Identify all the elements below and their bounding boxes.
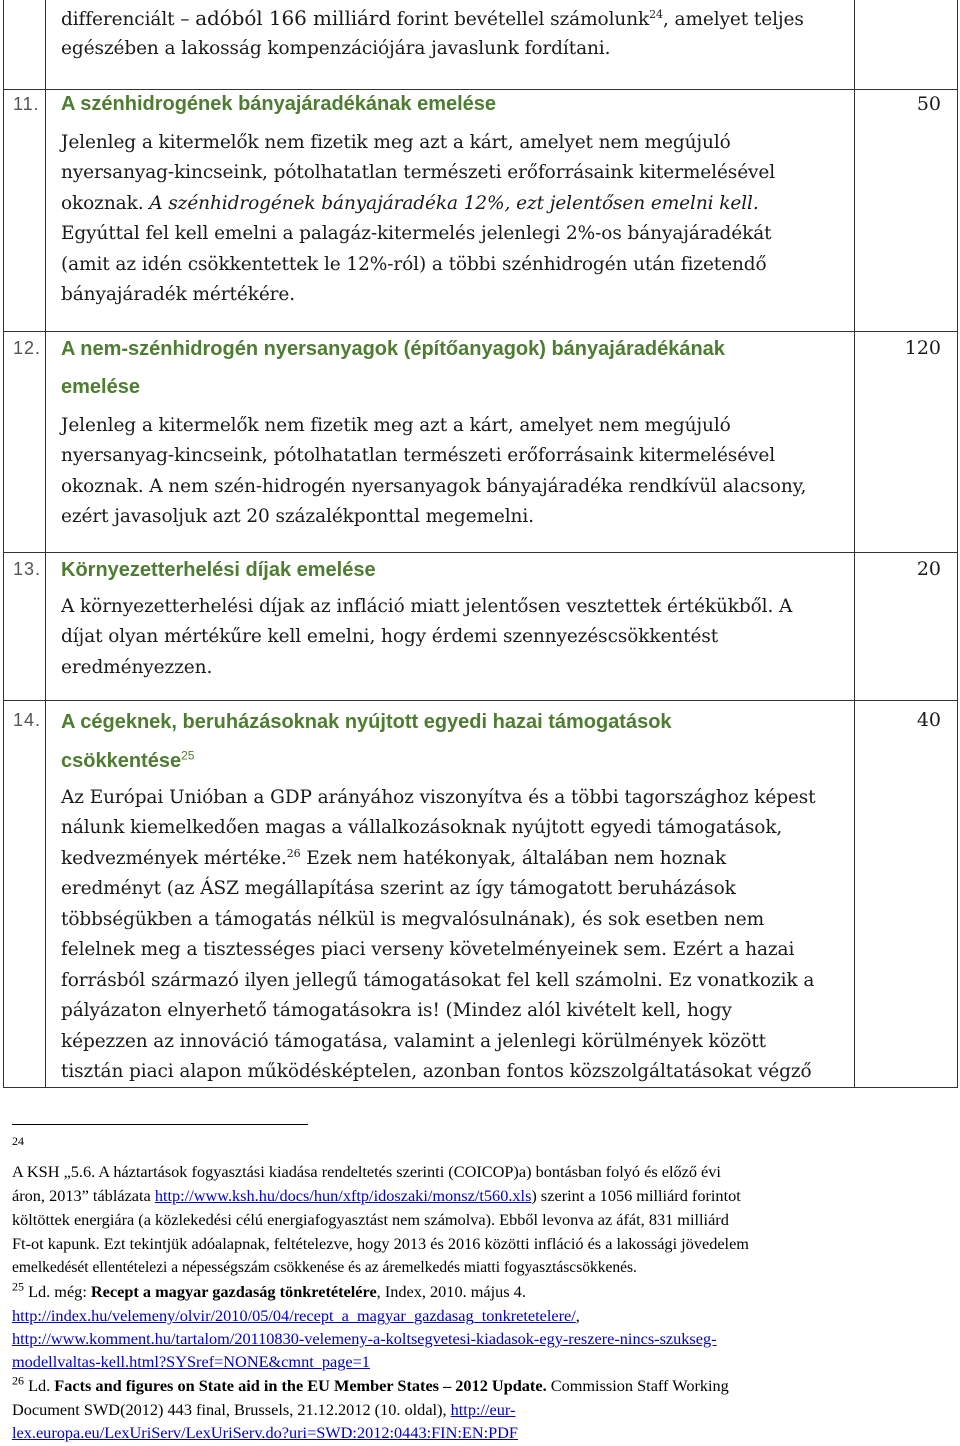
row-text-line: tisztán piaci alapon működésképtelen, azonban fontos közszolgáltatásokat végző — [61, 1061, 812, 1082]
footnote-26-line — [12, 1421, 952, 1445]
footnote-24-line: költöttek energiára (a közlekedési célú energiafogyasztást nem számolva). Ebből levonva az áfát, 831 milliárd — [12, 1210, 729, 1229]
row-number: 14. — [13, 710, 42, 730]
row-text-line: (amit az idén csökkentettek le 12%-ról) a többi szénhidrogén után fizetendő — [61, 254, 767, 275]
row-text-line: Jelenleg a kitermelők nem fizetik meg azt a kárt, amelyet nem megújuló — [61, 415, 731, 436]
intro-text-line-2: egészében a lakosság kompenzációjára javaslunk fordítani. — [61, 38, 611, 59]
row-text-line: többségükben a támogatás nélkül is megvalósulnának), és sok esetben nem — [61, 909, 765, 930]
footnote-25: $^{25}$ Ld. még: Recept a magyar gazdaság tönkretételére, Index, 2010. május 4. — [12, 1279, 526, 1301]
row-number: 12. — [13, 338, 42, 358]
row-text-line: forrásból származó ilyen jellegű támogatásokat fel kell számolni. Ez vonatkozik a — [61, 970, 815, 991]
row-text-line: díjat olyan mértékűre kell emelni, hogy érdemi szennyezéscsökkentést — [61, 626, 719, 647]
measures-table — [3, 0, 958, 1088]
footnote-26: $^{26}$ Ld. Facts and figures on State aid in the EU Member States – 2012 Update. Commission Staff Working — [12, 1373, 729, 1395]
row-title: emelése — [61, 376, 140, 398]
row-amount: 40 — [916, 709, 941, 731]
column-divider-amount — [854, 0, 855, 1087]
column-divider-number — [45, 0, 46, 1087]
footnote-24-line: áron, 2013” táblázata http://www.ksh.hu/docs/hun/xftp/idoszaki/monsz/t560.xls) szerint a 1056 milliárd forintot — [12, 1186, 741, 1205]
row-text-line: pályázaton elnyerhető támogatásokra is! (Mindez alól kivételt kell, hogy — [61, 1000, 732, 1021]
footnote-separator — [12, 1124, 308, 1125]
row-text-line: kedvezmények mértéke.$^{26}$ Ezek nem hatékonyak, általában nem hoznak — [61, 846, 727, 869]
footnote-24-line: emelkedését ellentételezi a népességszám csökkenése és az áremelkedés miatti fogyasztáscsökkenés. — [12, 1259, 637, 1276]
row-text-line: nyersanyag-kincseink, pótolhatatlan természeti erőforrásaink kitermelésével — [61, 445, 776, 466]
footnote-24-number: 24 — [12, 1134, 24, 1148]
ksh-link[interactable]: http://www.ksh.hu/docs/hun/xftp/idoszaki/monsz/t560.xls — [154, 1186, 532, 1205]
row-text-line: eredményezzen. — [61, 657, 213, 678]
row-text-line: okoznak. A nem szén-hidrogén nyersanyagok bányajáradéka rendkívül alacsony, — [61, 476, 807, 497]
index-link[interactable]: http://index.hu/velemeny/olvir/2010/05/04/recept_a_magyar_gazdasag_tonkretetelere/ — [12, 1306, 576, 1325]
row-text-line: Jelenleg a kitermelők nem fizetik meg azt a kárt, amelyet nem megújuló — [61, 132, 731, 153]
row-text-line: nyersanyag-kincseink, pótolhatatlan természeti erőforrásaink kitermelésével — [61, 162, 776, 183]
row-title: A nem-szénhidrogén nyersanyagok (építőanyagok) bányajáradékának — [61, 338, 725, 360]
footnote-26-line: Document SWD(2012) 443 final, Brussels, 21.12.2012 (10. oldal), http://eur- — [12, 1400, 516, 1419]
row-text-line: A környezetterhelési díjak az infláció miatt jelentősen vesztettek értékükből. A — [61, 596, 793, 617]
footnote-25-line — [12, 1327, 952, 1351]
row-text-line: ezért javasoljuk azt 20 százalékponttal megemelni. — [61, 506, 534, 527]
row-text-line: Egyúttal fel kell emelni a palagáz-kitermelés jelenlegi 2%-os bányajáradékát — [61, 223, 772, 244]
row-title: Környezetterhelési díjak emelése — [61, 559, 376, 581]
row-divider — [4, 700, 957, 701]
footnote-25-line — [12, 1350, 952, 1374]
row-text-line: felelnek meg a tisztességes piaci verseny követelményeinek sem. Ezért a hazai — [61, 939, 795, 960]
footnote-24-line: A KSH „5.6. A háztartások fogyasztási kiadása rendeltetés szerinti (COICOP)a) bontásban folyó és előző évi — [12, 1162, 721, 1181]
row-amount: 20 — [916, 558, 941, 580]
row-text-line: képezzen az innováció támogatása, valamint a jelenlegi körülmények között — [61, 1031, 766, 1052]
row-title: csökkentése$^{25}$ — [61, 748, 195, 772]
row-number: 11. — [13, 94, 40, 114]
row-amount: 120 — [904, 337, 941, 359]
eurlex-link-cont[interactable]: lex.europa.eu/LexUriServ/LexUriServ.do?uri=SWD:2012:0443:FIN:EN:PDF — [12, 1423, 518, 1442]
komment-link[interactable]: http://www.komment.hu/tartalom/20110830-velemeny-a-koltsegvetesi-kiadasok-egy-reszere-nincs-szukseg- — [12, 1329, 717, 1348]
row-text-line: nálunk kiemelkedően magas a vállalkozásoknak nyújtott egyedi támogatások, — [61, 817, 783, 838]
footnote-25-line: http://index.hu/velemeny/olvir/2010/05/04/recept_a_magyar_gazdasag_tonkretetelere/, — [12, 1306, 580, 1325]
row-title: A cégeknek, beruházásoknak nyújtott egyedi hazai támogatások — [61, 711, 672, 733]
row-text-line: okoznak. A szénhidrogének bányajáradéka 12%, ezt jelentősen emelni kell. — [61, 193, 759, 214]
row-text-line: eredményt (az ÁSZ megállapítása szerint az így támogatott beruházások — [61, 878, 736, 899]
intro-text-line-1: differenciált – adóból 166 milliárd forint bevétellel számolunk$^{24}$, amelyet teljes — [61, 6, 804, 30]
row-amount: 50 — [916, 93, 941, 115]
footnote-24-line: Ft-ot kapunk. Ezt tekintjük adóalapnak, feltételezve, hogy 2013 és 2016 közötti infláció és a lakossági jövedelem — [12, 1234, 749, 1253]
row-title: A szénhidrogének bányajáradékának emelése — [61, 93, 497, 115]
row-text-line: Az Európai Unióban a GDP arányához viszonyítva és a többi tagországhoz képest — [61, 787, 816, 808]
row-number: 13. — [13, 559, 42, 579]
eurlex-link[interactable]: http://eur- — [450, 1400, 516, 1419]
komment-link-cont[interactable]: modellvaltas-kell.html?SYSref=NONE&cmnt_page=1 — [12, 1352, 370, 1371]
row-text-line: bányajáradék mértékére. — [61, 284, 296, 305]
